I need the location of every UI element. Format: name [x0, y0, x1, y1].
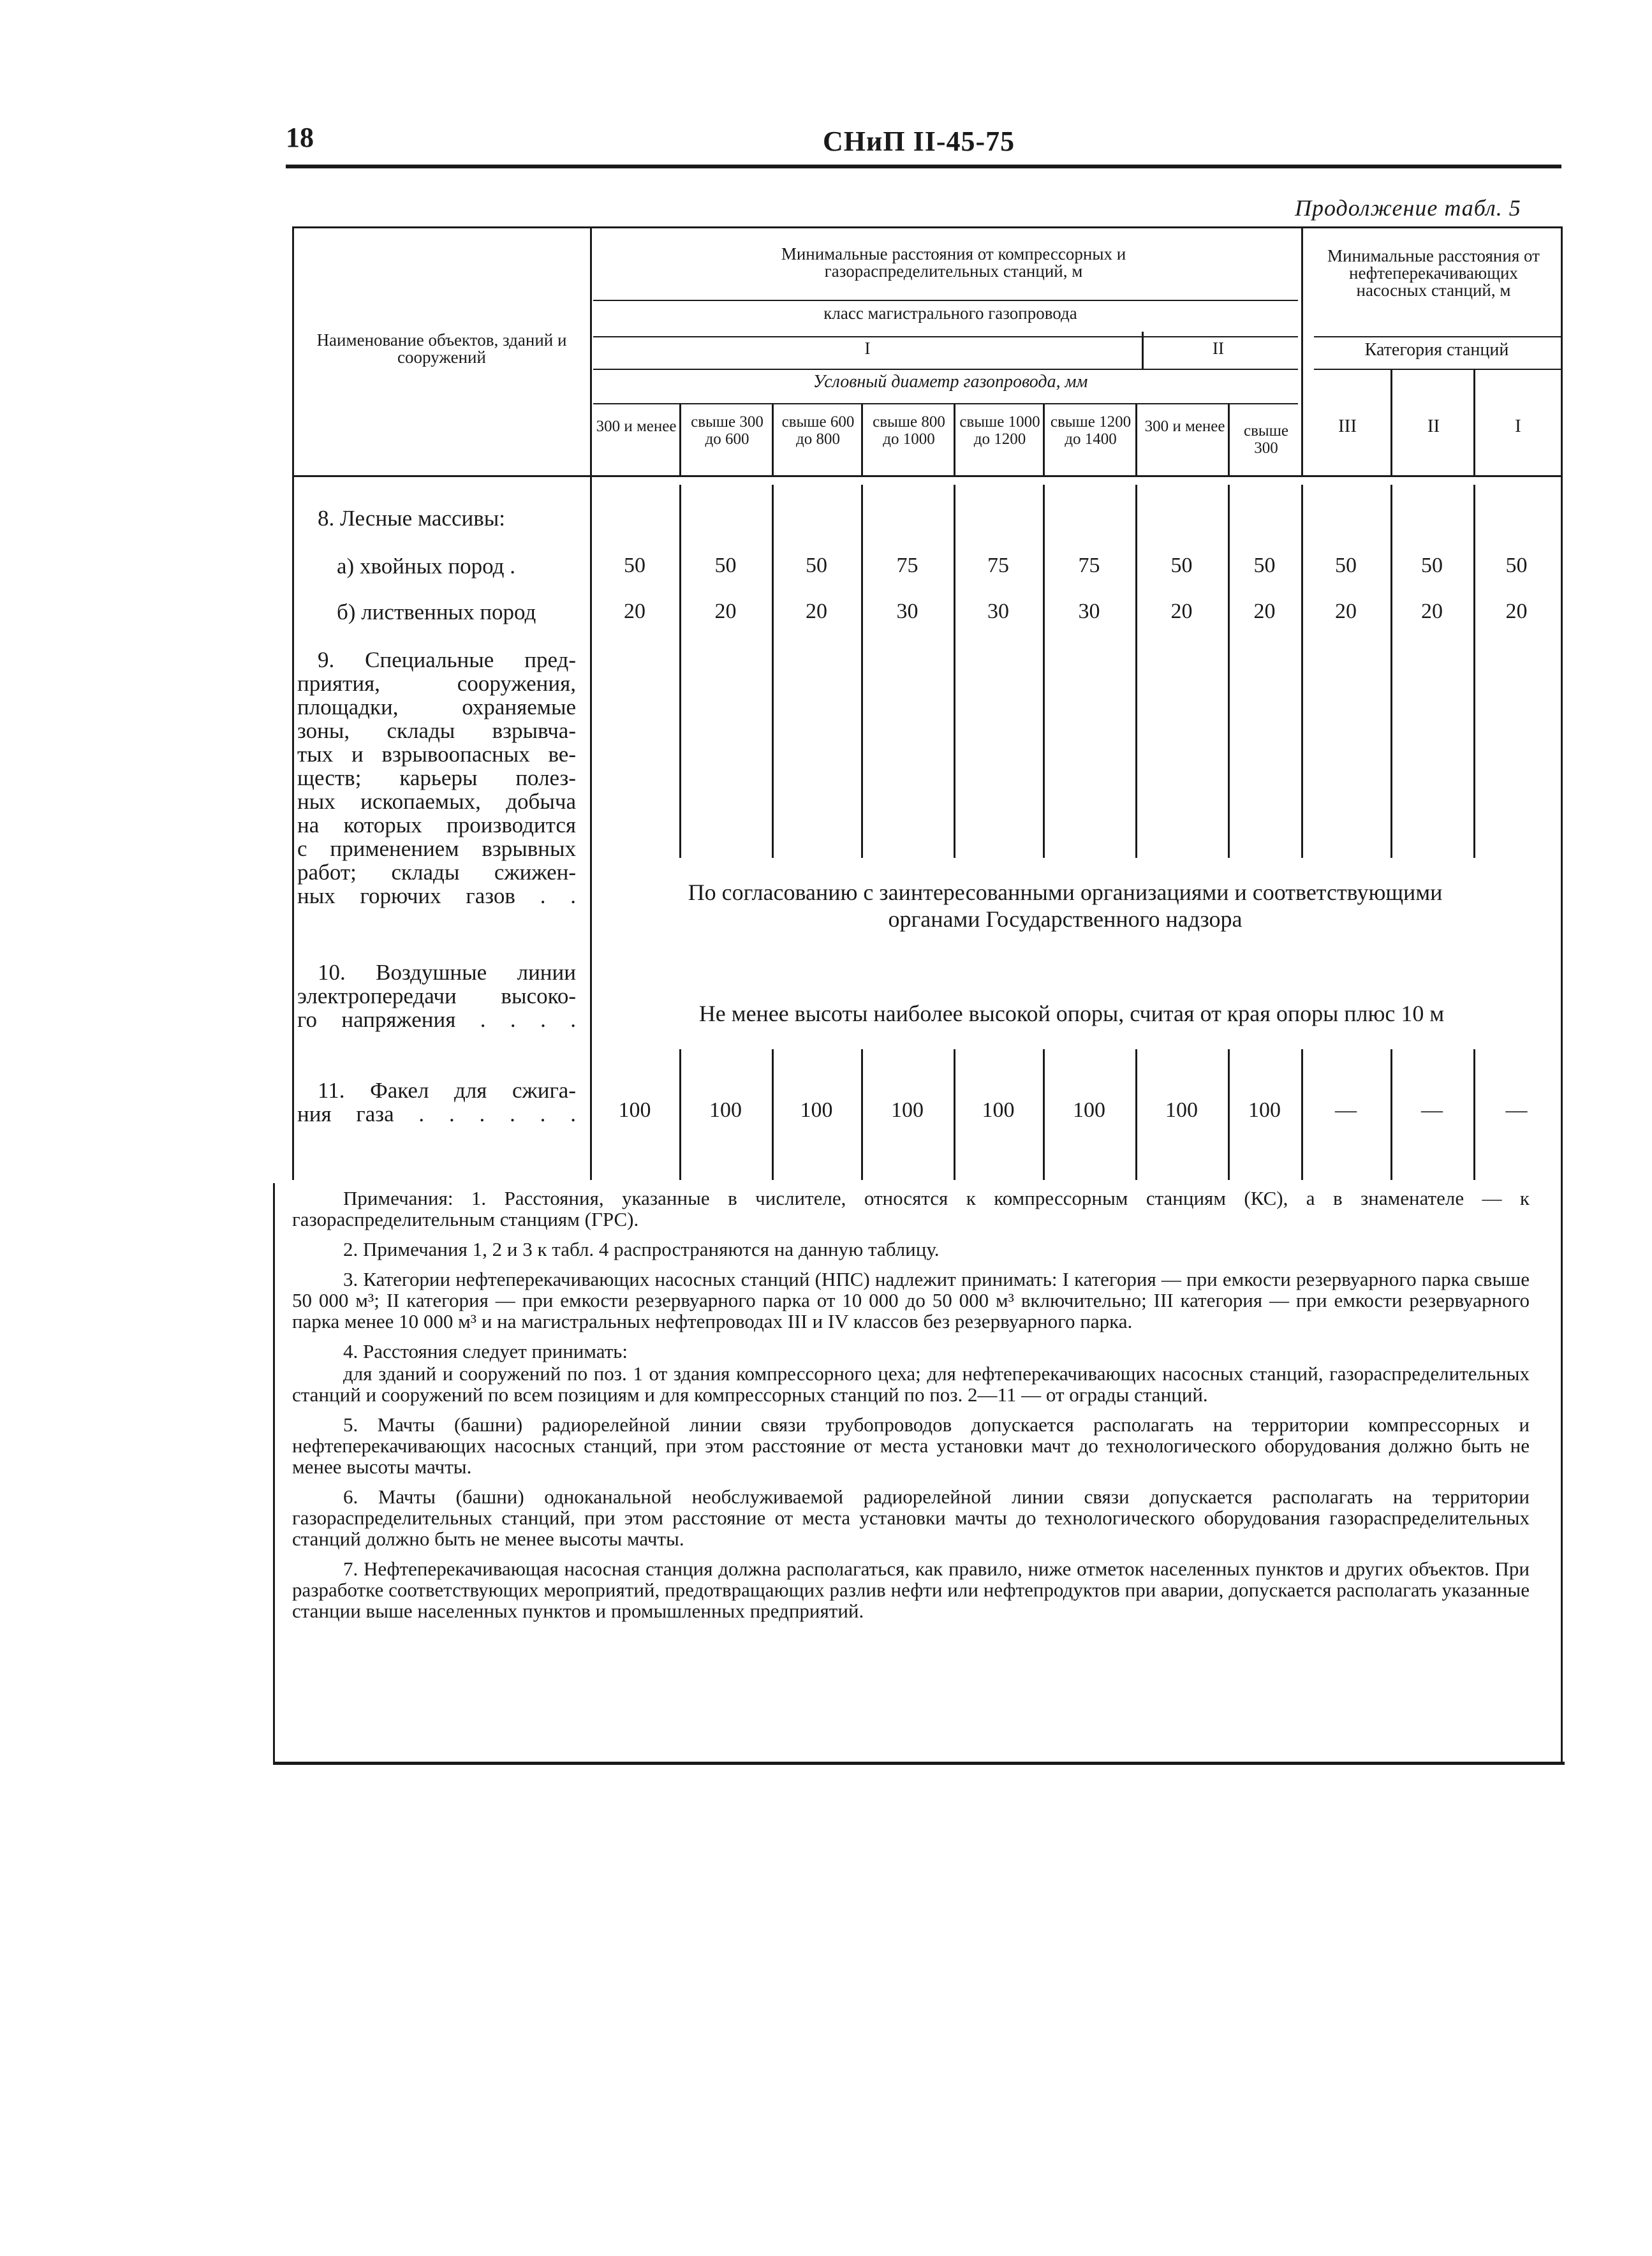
- table-cell: 100: [1248, 1098, 1281, 1122]
- table-cell: 30: [1078, 600, 1100, 623]
- table-cell: 50: [1421, 554, 1443, 577]
- group-header-ks: Минимальные расстояния от компрессорных и газораспределительных станций, м: [781, 244, 1126, 281]
- table-cell: 100: [1165, 1098, 1198, 1122]
- table-cell: 100: [891, 1098, 924, 1122]
- notes-right-border: [1561, 1180, 1563, 1764]
- table-cell: 50: [1170, 554, 1193, 577]
- diam-col-header: свыше 1200 до 1400: [1050, 413, 1132, 448]
- body-col-divider: [1473, 1049, 1475, 1180]
- table-cell: 75: [987, 554, 1009, 577]
- cat-col-header: II: [1427, 416, 1440, 436]
- hdr-col-divider: [1135, 403, 1137, 475]
- table-cell: 100: [709, 1098, 742, 1122]
- class-II-label: II: [1213, 339, 1224, 358]
- col0-header: Наименование объектов, зданий и сооружений: [316, 330, 567, 367]
- group-header-nps: Минимальные расстояния от нефтеперекачивающих насосных станций, м: [1327, 246, 1540, 300]
- table-cell: 100: [800, 1098, 833, 1122]
- row-label-11-line: ния газа . . . . . .: [297, 1102, 576, 1126]
- hdr-col-divider: [1301, 369, 1303, 475]
- hdr-col-divider: [1228, 403, 1230, 475]
- table-cell: 20: [1505, 600, 1528, 623]
- body-col-divider: [1135, 485, 1137, 858]
- header-rule-diameter: [593, 369, 1298, 370]
- table-cell: 75: [1078, 554, 1100, 577]
- document-code: СНиП II-45-75: [823, 126, 1015, 157]
- table-top-border: [292, 226, 1563, 228]
- row-label-9-line: ных ископаемых, добыча: [297, 789, 576, 814]
- table-cell: 20: [1421, 600, 1443, 623]
- table-cell: 20: [1253, 600, 1276, 623]
- diam-col-header: 300 и менее: [596, 418, 677, 435]
- body-col-divider: [1135, 1049, 1137, 1180]
- body-col-divider: [679, 1049, 681, 1180]
- header-rule-class: [593, 300, 1298, 301]
- table-cell: 20: [1170, 600, 1193, 623]
- hdr-col-divider: [954, 403, 955, 475]
- body-col-divider: [1301, 1049, 1303, 1180]
- row-label-9-line: ществ; карьеры полез-: [297, 765, 576, 790]
- page-number: 18: [286, 122, 314, 153]
- note-3: 3. Категории нефтеперекачивающих насосных станций (НПС) надлежит принимать: I категория — при емкости резервуарного парка свыше 50 000 м³; II категория — при емкости резервуарного парка от 10 000 до 50 000 м³ включительно; III категория — при емкости резервуарного парка менее 10 000 м³ и на магистральных нефтепроводах III и IV классов без резервуарного парка.: [292, 1268, 1530, 1332]
- row-label-8a: а) хвойных пород .: [337, 554, 515, 579]
- body-col-divider: [861, 1049, 863, 1180]
- row-label-9-line: приятия, сооружения,: [297, 671, 576, 696]
- bottom-rule: [273, 1762, 1565, 1765]
- table-cell: 30: [987, 600, 1009, 623]
- table-cell: 100: [1073, 1098, 1105, 1122]
- diam-col-header: свыше 600 до 800: [781, 413, 855, 448]
- note-4-body: для зданий и сооружений по поз. 1 от здания компрессорного цеха; для нефтеперекачивающих насосных станций, газораспределительных станций и сооружений по всем позициям и для компрессорных станций по поз. 2—11 — от ограды станций.: [292, 1362, 1530, 1406]
- hdr-col-divider: [772, 403, 774, 475]
- row-label-10-line: 10. Воздушные линии: [318, 960, 576, 985]
- header-bottom-border: [292, 475, 1563, 477]
- station-category-header: Категория станций: [1364, 340, 1509, 360]
- diam-col-header: свыше 300 до 600: [691, 413, 763, 448]
- note-4: 4. Расстояния следует принимать:: [343, 1340, 628, 1362]
- table-cell: 75: [896, 554, 918, 577]
- body-col-divider: [772, 1049, 774, 1180]
- table-cell: 50: [1505, 554, 1528, 577]
- row-label-9-line: зоны, склады взрывча-: [297, 718, 576, 743]
- hdr-col-divider: [1043, 403, 1045, 475]
- table-cell: 100: [618, 1098, 651, 1122]
- hdr-col-divider: [1473, 369, 1475, 475]
- table-cell: 30: [896, 600, 918, 623]
- row-9-span-text: По согласованию с заинтересованными организациями и соответствующими: [688, 880, 1443, 905]
- table-cell: 50: [806, 554, 827, 577]
- hdr-col-divider: [679, 403, 681, 475]
- table-cell: —: [1421, 1098, 1443, 1122]
- header-rule-category: [1314, 336, 1563, 337]
- body-col-divider: [1043, 485, 1045, 858]
- body-col-divider: [679, 485, 681, 858]
- row-label-9-line: 9. Специальные пред-: [318, 647, 576, 672]
- row-label-11-line: 11. Факел для сжига-: [318, 1078, 576, 1103]
- body-col-divider: [954, 1049, 955, 1180]
- row-label-9-line: на которых производится: [297, 813, 576, 837]
- table-cell: 50: [714, 554, 737, 577]
- note-7: 7. Нефтеперекачивающая насосная станция должна располагаться, как правило, ниже отметок населенных пунктов и других объектов. При разработке соответствующих мероприятий, предотвращающих разлив нефти или нефтепродуктов при аварии, допускается располагать указанные станции выше населенных пунктов и промышленных предприятий.: [292, 1558, 1530, 1622]
- cat-col-header: I: [1515, 416, 1521, 436]
- diam-col-header: свыше 800 до 1000: [873, 413, 945, 448]
- table-cell: 100: [982, 1098, 1015, 1122]
- body-col-divider: [1228, 485, 1230, 858]
- body-col-divider: [1043, 1049, 1045, 1180]
- table-cell: —: [1505, 1098, 1528, 1122]
- body-col-divider: [954, 485, 955, 858]
- table-left-border: [292, 226, 294, 1180]
- table-cell: 50: [1335, 554, 1357, 577]
- row-label-10-line: электропередачи высоко-: [297, 984, 576, 1008]
- body-col-divider: [1301, 485, 1303, 858]
- diam-col-header: свыше 300: [1243, 422, 1289, 457]
- table-cell: 50: [1253, 554, 1276, 577]
- col0-divider: [590, 226, 592, 1180]
- row-label-8: 8. Лесные массивы:: [318, 506, 505, 531]
- header-rule: [286, 165, 1561, 168]
- table-cell: 20: [806, 600, 827, 623]
- table-cell: 20: [624, 600, 645, 623]
- row-label-8b: б) лиственных пород: [337, 600, 536, 624]
- row-label-9-line: ных горючих газов . .: [297, 883, 576, 908]
- row-9-span-text: органами Государственного надзора: [888, 906, 1243, 932]
- row-label-9-line: тых и взрывоопасных ве-: [297, 742, 576, 767]
- note-6: 6. Мачты (башни) одноканальной необслуживаемой радиорелейной линии связи допускается располагать на территории газораспределительных станций, при этом расстояние от места установки мачты до технологического оборудования газораспределительных станций должно быть не менее высоты мачты.: [292, 1486, 1530, 1550]
- row-label-9-line: с применением взрывных: [297, 836, 576, 861]
- notes-left-border: [273, 1183, 275, 1764]
- row-label-9-line: работ; склады сжижен-: [297, 860, 576, 885]
- header-rule-cat-cols: [1314, 369, 1563, 370]
- row-label-9-line: площадки, охраняемые: [297, 695, 576, 719]
- note-2: 2. Примечания 1, 2 и 3 к табл. 4 распространяются на данную таблицу.: [343, 1238, 940, 1260]
- diameter-header: Условный диаметр газопровода, мм: [813, 372, 1088, 392]
- cat-col-header: III: [1338, 416, 1357, 436]
- header-rule-diam-cols: [593, 403, 1298, 404]
- body-col-divider: [1390, 1049, 1392, 1180]
- hdr-col-divider: [1390, 369, 1392, 475]
- body-col-divider: [772, 485, 774, 858]
- row-10-span-text: Не менее высоты наиболее высокой опоры, считая от края опоры плюс 10 м: [698, 1001, 1445, 1026]
- note-1: Примечания: 1. Расстояния, указанные в числителе, относятся к компрессорным станциям (КС), а в знаменателе — к газораспределительным станциям (ГРС).: [292, 1187, 1530, 1230]
- table-cell: 20: [714, 600, 737, 623]
- table-cell: 20: [1335, 600, 1357, 623]
- row-label-10-line: го напряжения . . . .: [297, 1007, 576, 1032]
- notes-section: [292, 1188, 1530, 1630]
- diam-col-header: свыше 1000 до 1200: [959, 413, 1040, 448]
- class-divider: [1142, 332, 1144, 370]
- body-col-divider: [1473, 485, 1475, 858]
- body-col-divider: [1228, 1049, 1230, 1180]
- hdr-col-divider: [861, 403, 863, 475]
- class-I-label: I: [864, 339, 871, 358]
- header-rule-class-values: [593, 336, 1298, 337]
- body-col-divider: [861, 485, 863, 858]
- note-5: 5. Мачты (башни) радиорелейной линии связи трубопроводов допускается располагать на территории компрессорных и нефтеперекачивающих насосных станций, при этом расстояние от места установки мачт до технологического оборудования должно быть не менее высоты мачты.: [292, 1413, 1530, 1478]
- diam-col-header: 300 и менее: [1144, 418, 1225, 435]
- table-cell: —: [1335, 1098, 1357, 1122]
- class-header: класс магистрального газопровода: [823, 304, 1077, 323]
- table-right-border: [1561, 226, 1563, 1180]
- table-cell: 50: [624, 554, 645, 577]
- body-col-divider: [1390, 485, 1392, 858]
- table-continuation-label: Продолжение табл. 5: [1295, 195, 1521, 221]
